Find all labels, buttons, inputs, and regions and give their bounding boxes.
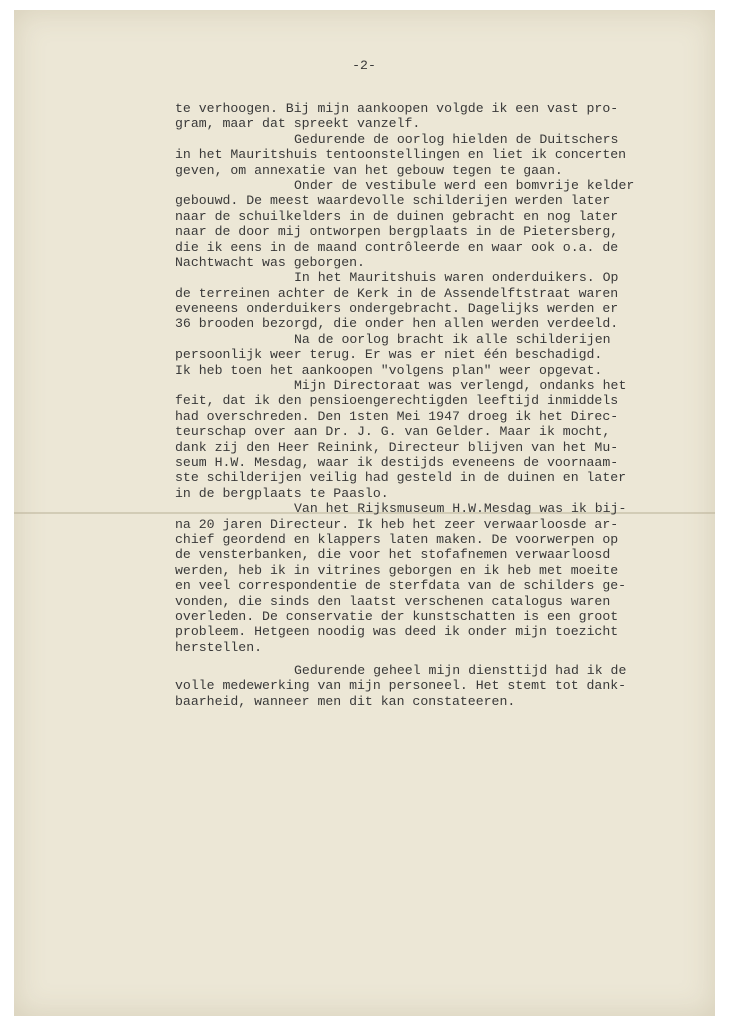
text-line: de vensterbanken, die voor het stofafnemen verwaarloosd [175,547,611,563]
text-line: chief geordend en klappers laten maken. De voorwerpen op [175,531,619,547]
text-line: gebouwd. De meest waardevolle schilderijen werden later [175,193,611,209]
text-line: Ik heb toen het aankoopen "volgens plan" weer opgevat. [175,362,603,378]
text-line: teurschap over aan Dr. J. G. van Gelder. Maar ik mocht, [175,424,611,440]
text-line: Na de oorlog bracht ik alle schilderijen [294,331,611,347]
text-line: eveneens onderduikers ondergebracht. Dagelijks werden er [175,301,619,317]
text-line: Gedurende de oorlog hielden de Duitschers [294,131,619,147]
text-line: volle medewerking van mijn personeel. Het stemt tot dank- [175,678,627,694]
text-line: feit, dat ik den pensioengerechtigden leeftijd inmiddels [175,393,619,409]
text-line: Onder de vestibule werd een bomvrije kelder [294,177,635,193]
text-line: die ik eens in de maand contrôleerde en waar ook o.a. de [175,239,619,255]
text-line: herstellen. [175,639,263,655]
text-line: probleem. Hetgeen noodig was deed ik onder mijn toezicht [175,624,619,640]
text-line: de terreinen achter de Kerk in de Assendelftstraat waren [175,285,619,301]
text-line: in de bergplaats te Paaslo. [175,485,389,501]
text-line: In het Mauritshuis waren onderduikers. Op [294,270,619,286]
text-line: baarheid, wanneer men dit kan constateeren. [175,693,516,709]
text-line: te verhoogen. Bij mijn aankoopen volgde ik een vast pro- [175,101,619,116]
text-line: ste schilderijen veilig had gesteld in de duinen en later [175,470,627,486]
text-line: seum H.W. Mesdag, waar ik destijds eveneens de voornaam- [175,454,619,470]
text-line: Nachtwacht was geborgen. [175,254,365,270]
text-line: vonden, die sinds den laatst verschenen catalogus waren [175,593,611,609]
text-line: in het Mauritshuis tentoonstellingen en liet ik concerten [175,147,627,163]
text-line: dank zij den Heer Reinink, Directeur blijven van het Mu- [175,439,619,455]
text-line: naar de door mij ontworpen bergplaats in de Pietersberg, [175,224,619,240]
text-line: werden, heb ik in vitrines geborgen en ik heb met moeite [175,562,619,578]
text-line: geven, om annexatie van het gebouw tegen te gaan. [175,162,563,178]
typewritten-body [175,101,634,709]
paragraph-gap [175,655,634,663]
text-line: Van het Rijksmuseum H.W.Mesdag was ik bij- [294,501,627,517]
text-line: persoonlijk weer terug. Er was er niet één beschadigd. [175,347,603,363]
text-line: Gedurende geheel mijn diensttijd had ik de [294,662,627,678]
text-line: overleden. De conservatie der kunstschatten is een groot [175,608,619,624]
page-number: -2- [352,58,376,73]
text-line: en veel correspondentie de sterfdata van de schilders ge- [175,578,627,594]
text-line: naar de schuilkelders in de duinen gebracht en nog later [175,208,619,224]
text-line: na 20 jaren Directeur. Ik heb het zeer verwaarloosde ar- [175,516,619,532]
text-line: gram, maar dat spreekt vanzelf. [175,116,421,132]
text-line: had overschreden. Den 1sten Mei 1947 droeg ik het Direc- [175,408,619,424]
text-line: Mijn Directoraat was verlengd, ondanks het [294,378,627,394]
text-line: 36 brooden bezorgd, die onder hen allen werden verdeeld. [175,316,619,332]
